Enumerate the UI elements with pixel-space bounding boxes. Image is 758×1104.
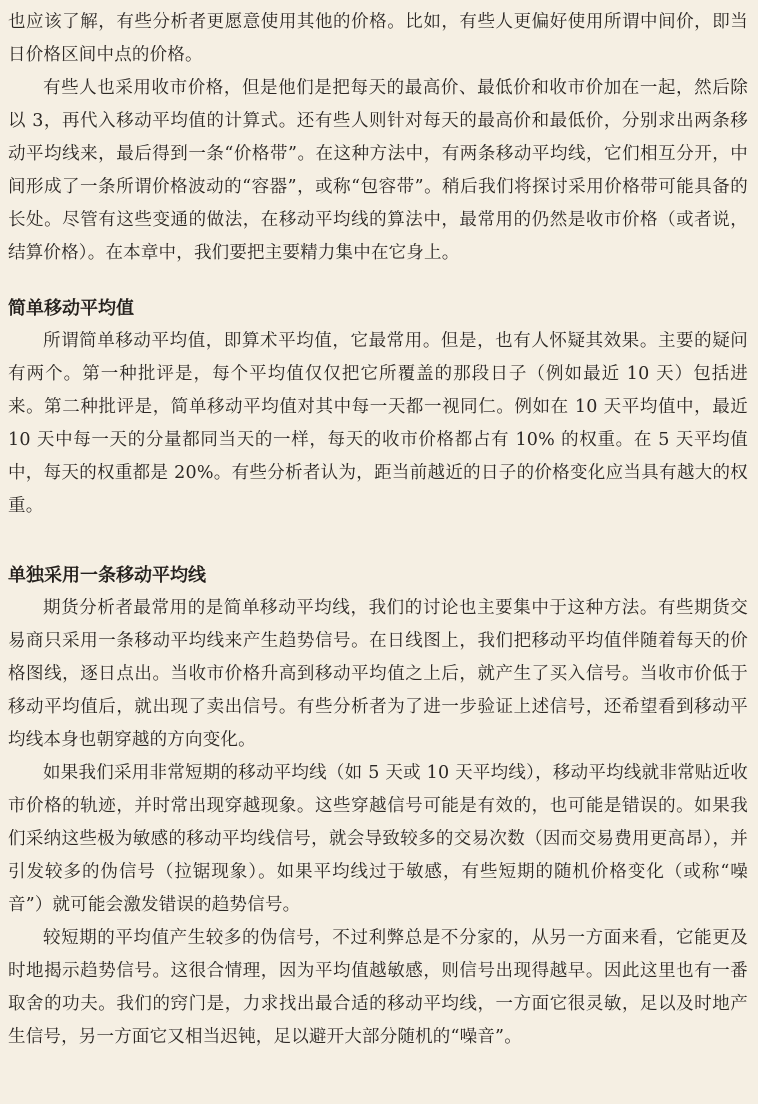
section-spacer xyxy=(8,270,748,292)
paragraph-single-2: 如果我们采用非常短期的移动平均线（如 5 天或 10 天平均线），移动平均线就非常贴近收市价格的轨迹，并时常出现穿越现象。这些穿越信号可能是有效的，也可能是错误的。如果我们采纳这些极为敏感的移动平均线信号，就会导致较多的交易次数（因而交易费用更高昂），并引发较多的伪信号（拉锯现象）。如果平均线过于敏感，有些短期的随机价格变化（或称“噪音”）就可能会激发错误的趋势信号。 xyxy=(8,763,748,915)
section-heading-single-moving-average: 单独采用一条移动平均线 xyxy=(8,565,206,586)
paragraph-intro-1: 也应该了解，有些分析者更愿意使用其他的价格。比如，有些人更偏好使用所谓中间价，即当日价格区间中点的价格。 xyxy=(8,12,748,65)
section-spacer xyxy=(8,523,748,559)
paragraph-intro-2: 有些人也采用收市价格，但是他们是把每天的最高价、最低价和收市价加在一起，然后除以 3，再代入移动平均值的计算式。还有些人则针对每天的最高价和最低价，分别求出两条移动平均线来，最后得到一条“价格带”。在这种方法中，有两条移动平均线，它们相互分开，中间形成了一条所谓价格波动的“容器”，或称“包容带”。稍后我们将探讨采用价格带可能具备的长处。尽管有这些变通的做法，在移动平均线的算法中，最常用的仍然是收市价格（或者说，结算价格）。在本章中，我们要把主要精力集中在它身上。 xyxy=(8,78,748,263)
paragraph-simple-1: 所谓简单移动平均值，即算术平均值，它最常用。但是，也有人怀疑其效果。主要的疑问有两个。第一种批评是，每个平均值仅仅把它所覆盖的那段日子（例如最近 10 天）包括进来。第二种批评是，简单移动平均值对其中每一天都一视同仁。例如在 10 天平均值中，最近 10 天中每一天的分量都同当天的一样，每天的收市价格都占有 10% 的权重。在 5 天平均值中，每天的权重都是 20%。有些分析者认为，距当前越近的日子的价格变化应当具有越大的权重。 xyxy=(8,331,748,516)
paragraph-single-3: 较短期的平均值产生较多的伪信号，不过利弊总是不分家的，从另一方面来看，它能更及时地揭示趋势信号。这很合情理，因为平均值越敏感，则信号出现得越早。因此这里也有一番取舍的功夫。我们的窍门是，力求找出最合适的移动平均线，一方面它很灵敏，足以及时地产生信号，另一方面它又相当迟钝，足以避开大部分随机的“噪音”。 xyxy=(8,928,748,1047)
paragraph-single-1: 期货分析者最常用的是简单移动平均线，我们的讨论也主要集中于这种方法。有些期货交易商只采用一条移动平均线来产生趋势信号。在日线图上，我们把移动平均值伴随着每天的价格图线，逐日点出。当收市价格升高到移动平均值之上后，就产生了买入信号。当收市价低于移动平均值后，就出现了卖出信号。有些分析者为了进一步验证上述信号，还希望看到移动平均线本身也朝穿越的方向变化。 xyxy=(8,598,748,750)
section-heading-simple-moving-average: 简单移动平均值 xyxy=(8,298,134,319)
